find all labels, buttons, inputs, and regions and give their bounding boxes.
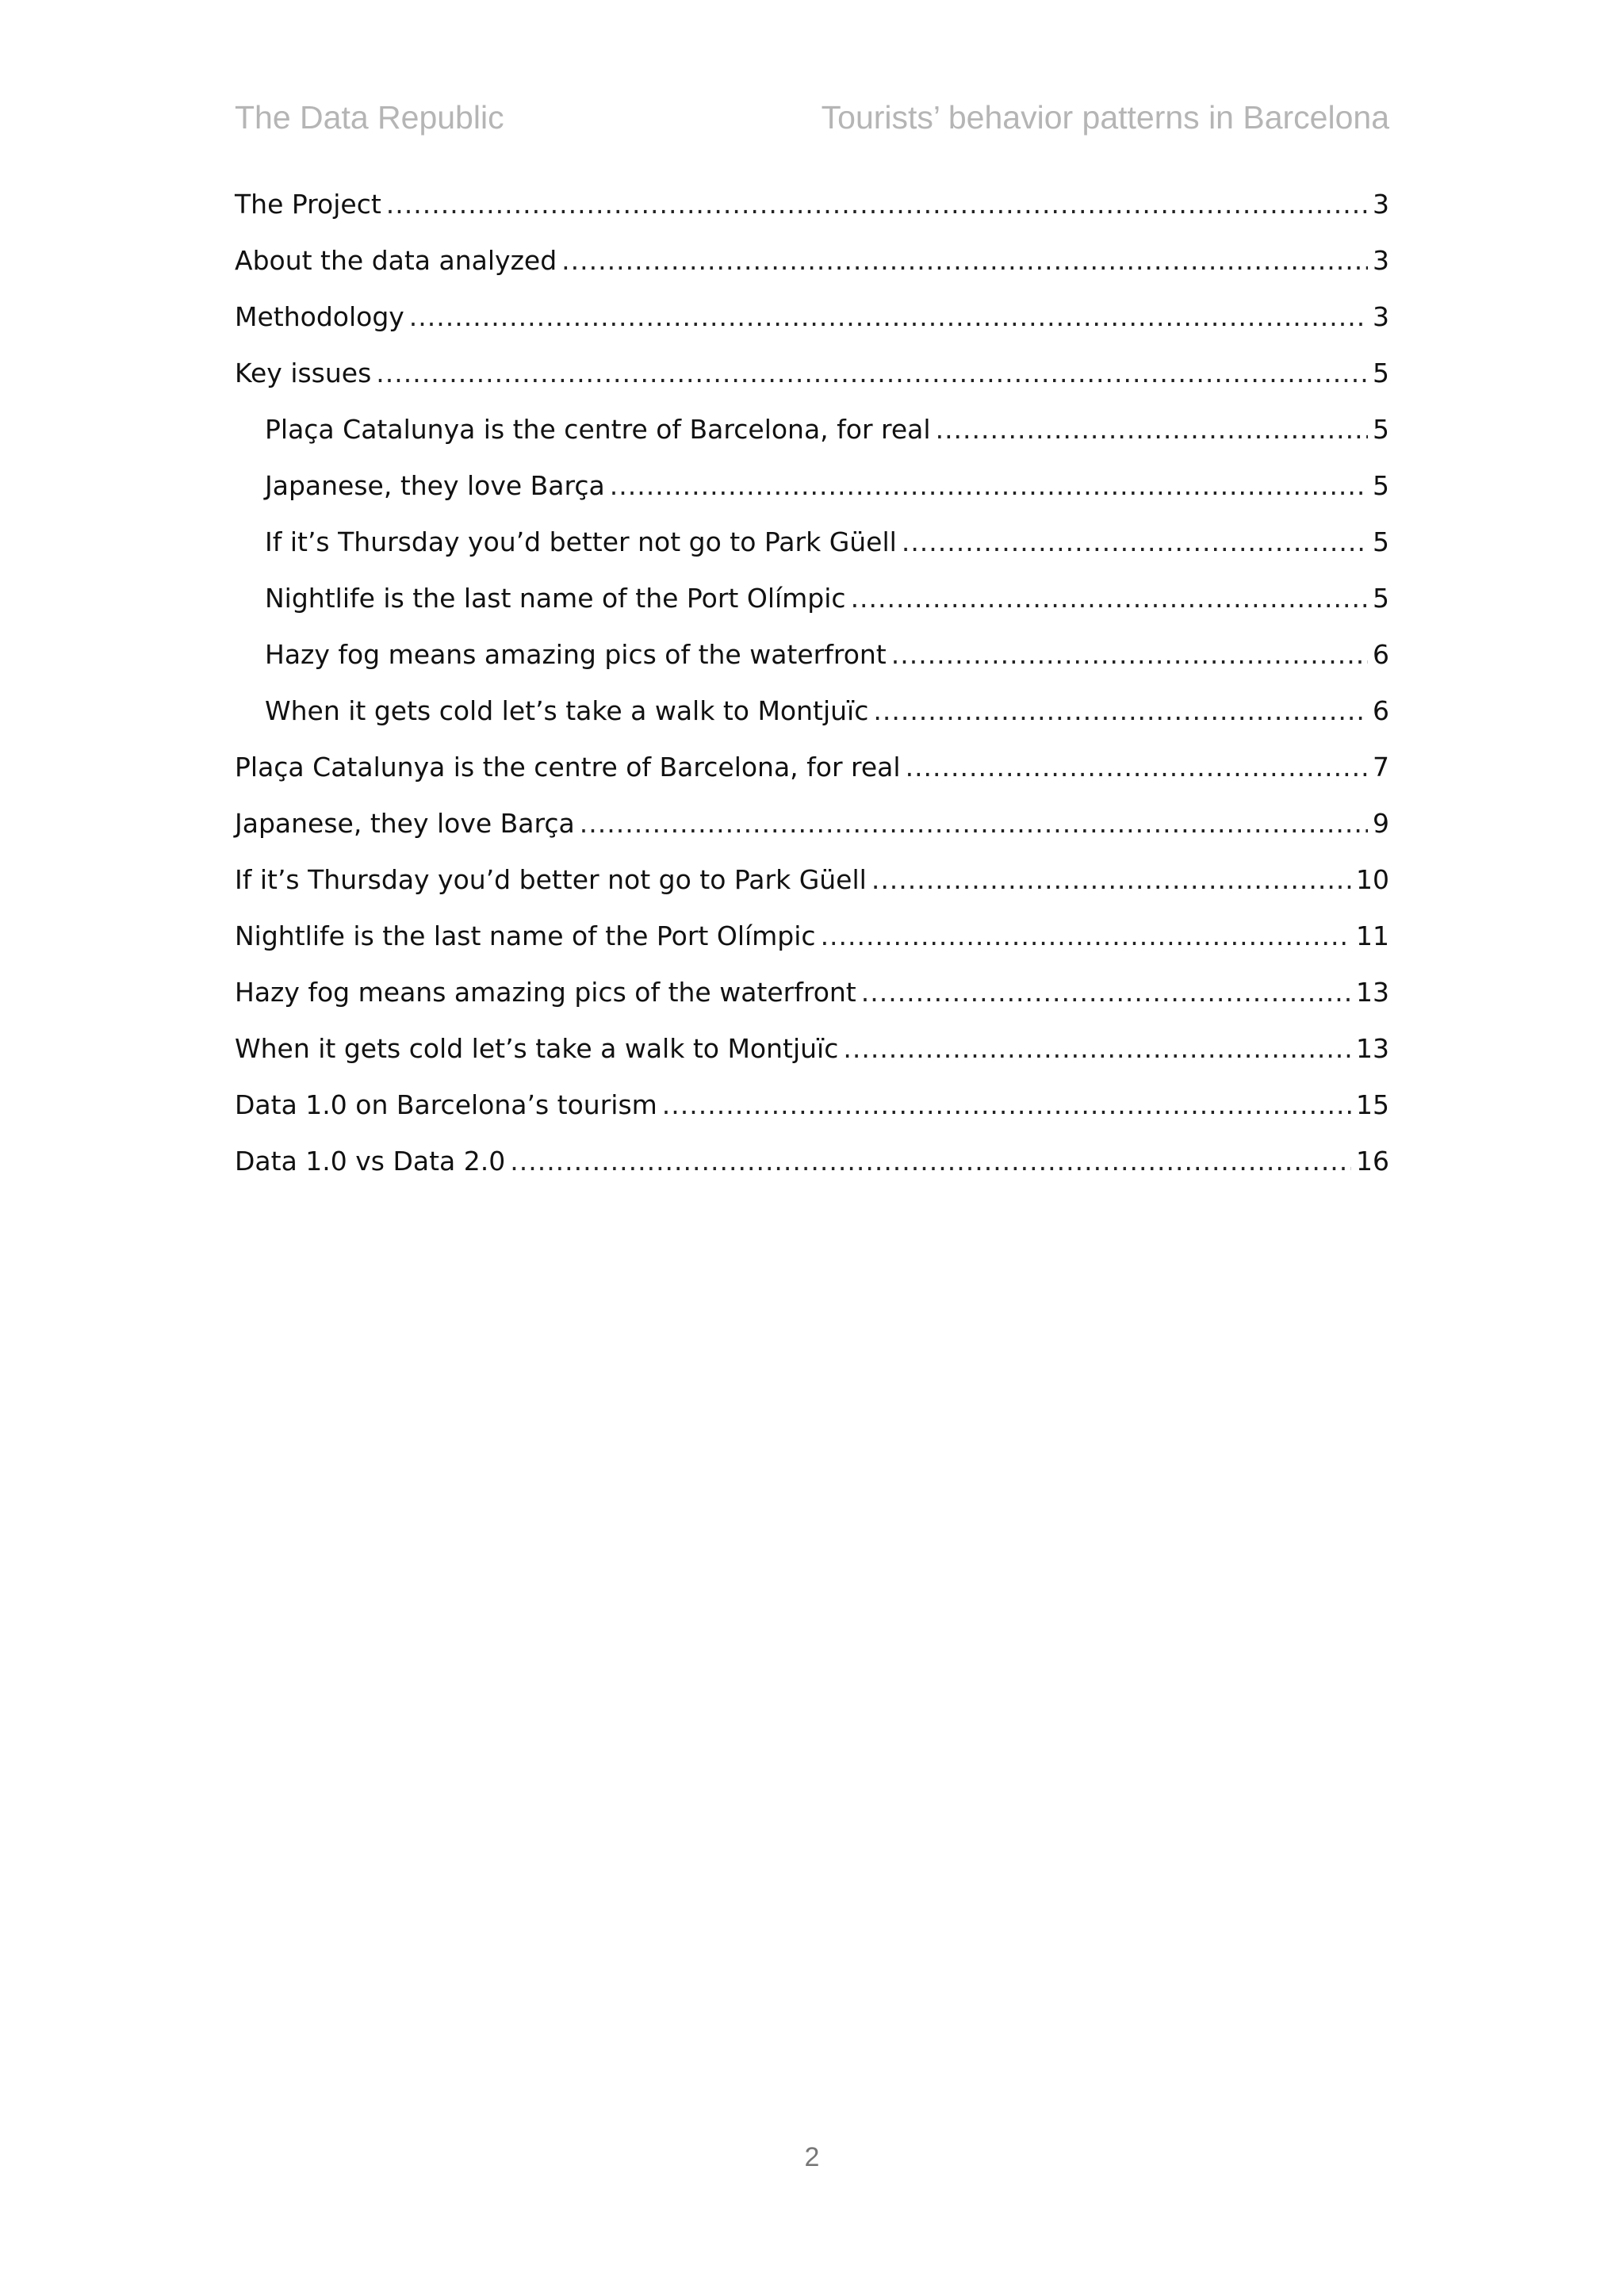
toc-subentry[interactable]: [235, 470, 1389, 526]
toc-entry-page: 3: [1373, 301, 1389, 332]
toc-entry-page: 3: [1373, 245, 1389, 276]
toc-entry-title: Plaça Catalunya is the centre of Barcelona, for real: [235, 752, 901, 783]
toc-entry[interactable]: [235, 864, 1389, 920]
toc-entry[interactable]: [235, 1033, 1389, 1089]
toc-entry-page: 6: [1373, 695, 1389, 726]
toc-entry[interactable]: [235, 1089, 1389, 1146]
toc-subentry[interactable]: [235, 414, 1389, 470]
toc-entry-title: Plaça Catalunya is the centre of Barcelona, for real: [265, 414, 931, 445]
toc-entry-title: If it’s Thursday you’d better not go to Park Güell: [235, 864, 867, 895]
toc-dot-leader: [906, 752, 1368, 783]
toc-entry-title: When it gets cold let’s take a walk to Montjuïc: [265, 695, 869, 726]
toc-entry-title: Japanese, they love Barça: [265, 470, 605, 501]
toc-entry[interactable]: [235, 808, 1389, 864]
toc-dot-leader: [510, 1146, 1351, 1177]
toc-dot-leader: [861, 977, 1351, 1008]
toc-dot-leader: [902, 526, 1368, 557]
toc-entry-page: 7: [1373, 752, 1389, 783]
toc-dot-leader: [580, 808, 1368, 839]
toc-entry-title: Data 1.0 on Barcelona’s tourism: [235, 1089, 657, 1120]
toc-entry-title: Hazy fog means amazing pics of the waterfront: [265, 639, 887, 670]
toc-dot-leader: [851, 583, 1368, 614]
toc-entry-page: 5: [1373, 526, 1389, 557]
toc-entry-page: 16: [1356, 1146, 1389, 1177]
toc-dot-leader: [662, 1089, 1351, 1120]
toc-subentry[interactable]: [235, 695, 1389, 752]
running-header: [235, 94, 1389, 141]
toc-entry-title: Japanese, they love Barça: [235, 808, 575, 839]
toc-entry-title: Data 1.0 vs Data 2.0: [235, 1146, 506, 1177]
toc-entry-title: Nightlife is the last name of the Port Olímpic: [265, 583, 846, 614]
toc-entry-title: If it’s Thursday you’d better not go to Park Güell: [265, 526, 897, 557]
toc-dot-leader: [610, 470, 1368, 501]
toc-entry-page: 15: [1356, 1089, 1389, 1120]
toc-entry[interactable]: [235, 1146, 1389, 1202]
toc-entry-page: 5: [1373, 358, 1389, 388]
toc-entry-page: 5: [1373, 470, 1389, 501]
toc-entry[interactable]: [235, 752, 1389, 808]
header-right-title: Tourists’ behavior patterns in Barcelona: [821, 99, 1389, 136]
toc-entry[interactable]: [235, 245, 1389, 301]
toc-entry-page: 13: [1356, 977, 1389, 1008]
toc-entry-page: 10: [1356, 864, 1389, 895]
toc-dot-leader: [386, 189, 1368, 220]
toc-dot-leader: [936, 414, 1368, 445]
toc-dot-leader: [891, 639, 1368, 670]
toc-dot-leader: [376, 358, 1368, 388]
toc-dot-leader: [821, 920, 1351, 951]
toc-dot-leader: [561, 245, 1368, 276]
toc-dot-leader: [409, 301, 1368, 332]
toc-entry-title: Hazy fog means amazing pics of the waterfront: [235, 977, 856, 1008]
table-of-contents: [235, 189, 1389, 1202]
toc-subentry[interactable]: [235, 583, 1389, 639]
toc-entry[interactable]: [235, 358, 1389, 414]
toc-entry-page: 5: [1373, 583, 1389, 614]
header-left-title: The Data Republic: [235, 99, 504, 136]
page-number: 2: [804, 2142, 820, 2172]
toc-entry-page: 9: [1373, 808, 1389, 839]
toc-entry[interactable]: [235, 920, 1389, 977]
toc-entry-title: When it gets cold let’s take a walk to Montjuïc: [235, 1033, 839, 1064]
toc-entry-title: The Project: [235, 189, 381, 220]
toc-entry[interactable]: [235, 977, 1389, 1033]
toc-entry-page: 5: [1373, 414, 1389, 445]
toc-entry-title: About the data analyzed: [235, 245, 557, 276]
toc-entry-title: Key issues: [235, 358, 372, 388]
toc-dot-leader: [873, 695, 1368, 726]
toc-dot-leader: [871, 864, 1351, 895]
toc-entry-page: 13: [1356, 1033, 1389, 1064]
toc-dot-leader: [843, 1033, 1351, 1064]
toc-entry-title: Methodology: [235, 301, 404, 332]
toc-entry[interactable]: [235, 301, 1389, 358]
toc-subentry[interactable]: [235, 639, 1389, 695]
toc-entry-page: 6: [1373, 639, 1389, 670]
toc-entry-page: 11: [1356, 920, 1389, 951]
toc-entry-title: Nightlife is the last name of the Port Olímpic: [235, 920, 816, 951]
toc-entry[interactable]: [235, 189, 1389, 245]
toc-entry-page: 3: [1373, 189, 1389, 220]
toc-subentry[interactable]: [235, 526, 1389, 583]
